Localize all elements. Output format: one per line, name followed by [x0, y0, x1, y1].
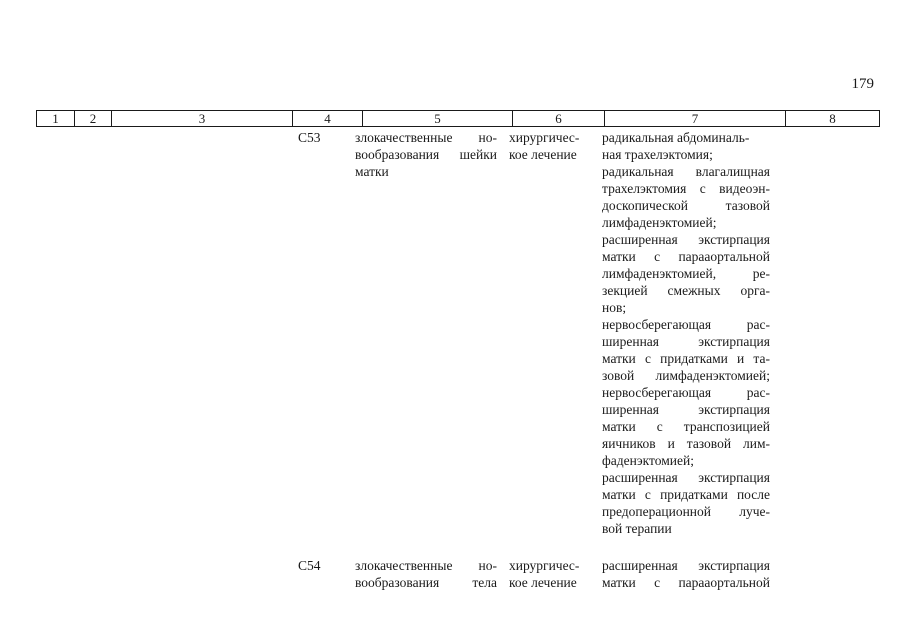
- text-line: вообразования тела: [355, 575, 497, 590]
- text-line: предоперационной луче-: [602, 504, 770, 519]
- header-cell: 2: [75, 111, 112, 127]
- row-treatment: [509, 129, 589, 163]
- row-diagnosis: [355, 557, 497, 591]
- text-line: ная трахелэктомия;: [602, 147, 713, 162]
- text-line: вообразования шейки: [355, 147, 497, 162]
- text-line: расширенная экстирпация: [602, 470, 770, 485]
- text-line: доскопической тазовой: [602, 198, 770, 213]
- text-line: радикальная абдоминаль-: [602, 130, 750, 145]
- text-line: нервосберегающая рас-: [602, 385, 770, 400]
- text-line: матки с придатками и та-: [602, 351, 770, 366]
- text-line: матки с транспозицией: [602, 419, 770, 434]
- row-method: [602, 557, 770, 591]
- column-number-header: [36, 110, 880, 127]
- text-line: расширенная экстирпация: [602, 232, 770, 247]
- text-line: ширенная экстирпация: [602, 334, 770, 349]
- text-line: расширенная экстирпация: [602, 558, 770, 573]
- text-line: трахелэктомия с видеоэн-: [602, 181, 770, 196]
- text-line: фаденэктомией;: [602, 453, 694, 468]
- header-row: [37, 111, 880, 127]
- header-cell: 1: [37, 111, 75, 127]
- text-line: яичников и тазовой лим-: [602, 436, 770, 451]
- header-cell: 6: [513, 111, 605, 127]
- text-line: лимфаденэктомией;: [602, 215, 717, 230]
- text-line: злокачественные но-: [355, 558, 497, 573]
- header-cell: 8: [786, 111, 880, 127]
- header-cell: 7: [605, 111, 786, 127]
- row-treatment: [509, 557, 589, 591]
- text-line: вой терапии: [602, 521, 672, 536]
- row-method: [602, 129, 770, 537]
- header-cell: 5: [363, 111, 513, 127]
- page-number: 179: [851, 76, 874, 92]
- text-line: нервосберегающая рас-: [602, 317, 770, 332]
- text-line: злокачественные но-: [355, 130, 497, 145]
- text-line: лимфаденэктомией, ре-: [602, 266, 770, 281]
- text-line: нов;: [602, 300, 627, 315]
- row-diagnosis: [355, 129, 497, 180]
- row-code: C53: [298, 130, 321, 145]
- text-line: зовой лимфаденэктомией;: [602, 368, 770, 383]
- text-line: ширенная экстирпация: [602, 402, 770, 417]
- text-line: хирургичес-: [509, 558, 580, 573]
- header-cell: 4: [293, 111, 363, 127]
- row-code: C54: [298, 558, 321, 573]
- header-cell: 3: [112, 111, 293, 127]
- text-line: матки: [355, 164, 389, 179]
- text-line: зекцией смежных орга-: [602, 283, 770, 298]
- text-line: хирургичес-: [509, 130, 580, 145]
- text-line: кое лечение: [509, 575, 577, 590]
- text-line: кое лечение: [509, 147, 577, 162]
- text-line: радикальная влагалищная: [602, 164, 770, 179]
- text-line: матки с парааортальной: [602, 249, 770, 264]
- text-line: матки с придатками после: [602, 487, 770, 502]
- text-line: матки с парааортальной: [602, 575, 770, 590]
